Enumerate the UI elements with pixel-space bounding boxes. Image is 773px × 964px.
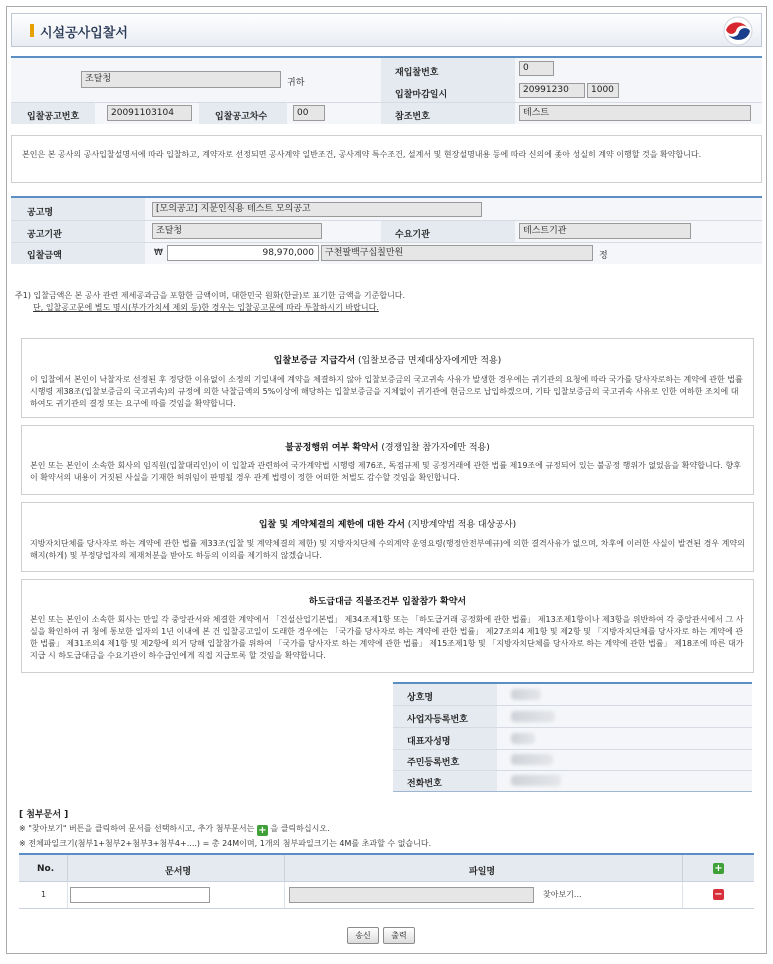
- resident-no-label: 주민등록번호: [407, 758, 460, 768]
- pledge-title: 입찰 및 계약체결의 제한에 대한 각서 (지방계약법 적용 대상공사): [258, 520, 517, 530]
- bidder-row: [393, 706, 752, 727]
- pledge-title: 입찰보증금 지급각서 (입찰보증금 면제대상자에게만 적용): [273, 356, 502, 366]
- phone-label: 전화번호: [407, 779, 442, 789]
- pledge-body: 본인 또는 본인이 소속한 회사의 임직원(입찰대리인)이 이 입찰과 관련하여 국가계약법 시행령 제76조, 독점규제 및 공정거래에 관한 법률 제19조에 규정되어 있는 불공정 행위가 없었음을 확약합니다. 향후 이 확약서의 내용이 거짓된 사실을 기재한 허위임이 판명될 경우 관계 법령이 정한 어떠한 처벌도 감수할 것임을 확인합니다.: [30, 461, 741, 482]
- bid-no-field: 20091103104: [107, 105, 192, 121]
- attach-help-1-pre: ※ "찾아보기" 버튼을 클릭하여 문서를 선택하시고, 추가 첨부문서는: [19, 824, 255, 833]
- company-name-redacted: [511, 689, 541, 700]
- amount-label: 입찰금액: [27, 251, 62, 261]
- filename-field: [289, 887, 534, 903]
- pledge-title: 하도급대금 직불조건부 입찰참가 확약서: [308, 597, 467, 607]
- attach-help-2: ※ 전체파일크기(첨부1+첨부2+첨부3+첨부4+....) = 총 24M이며, 1개의 첨부파일크기는 4M를 초과할 수 없습니다.: [19, 839, 432, 848]
- pledge-box-deposit: [21, 338, 754, 418]
- currency-symbol: ₩: [154, 248, 163, 258]
- attach-help-1: [19, 823, 330, 835]
- submit-button[interactable]: 송신: [347, 927, 379, 944]
- pledge-body: 이 입찰에서 본인이 낙찰자로 선정된 후 정당한 이유없이 소정의 기일내에 계약을 체결하지 않아 입찰보증금의 국고귀속 사유가 발생한 경우에는 귀기관의 요청에 따라 국가를 당사자로하는 계약에 관한 법률시행령 제38조(입찰보증금의 국고귀속)의 규정에 의한 낙찰금액의 5%이상에 해당하는 입찰보증금을 지체없이 귀기관에 현금으로 납입하겠으며, 기타 입찰보증금의 국고귀속 사유로 인한 여하한 조치에 대하여도 귀기관의 결정 또는 요구에 따를 것임을 확약합니다.: [30, 375, 743, 408]
- amount-korean-field: 구천팔백구십칠만원: [321, 245, 593, 261]
- notice-name-field: [모의공고] 지문인식용 테스트 모의공고: [152, 202, 482, 217]
- attach-row-no: 1: [41, 890, 47, 899]
- bid-seq-field: 00: [293, 105, 325, 121]
- amount-suffix: 정: [599, 251, 608, 261]
- bidder-row: [393, 728, 752, 749]
- government-emblem-icon: [719, 15, 757, 47]
- print-button[interactable]: 출력: [383, 927, 415, 944]
- representative-redacted: [511, 733, 535, 744]
- notice-name-label: 공고명: [27, 208, 54, 218]
- col-divider: [682, 855, 683, 881]
- statement-text: 본인은 본 공사의 공사입찰설명서에 따라 입찰하고, 계약자로 선정되면 공사계약 일반조건, 공사계약 특수조건, 설계서 및 현장설명내용 등에 따라 신의에 좇아 성실히 계약 이행할 것을 확약합니다.: [22, 150, 702, 159]
- bidder-row: [393, 684, 752, 705]
- col-filename: 파일명: [469, 867, 496, 877]
- browse-button[interactable]: 찾아보기...: [543, 890, 582, 899]
- bid-no-label: 입찰공고번호: [27, 112, 80, 122]
- notice-agency-field: 조달청: [152, 223, 322, 239]
- add-inline-icon: +: [258, 825, 267, 836]
- page-title: 시설공사입찰서: [40, 26, 128, 41]
- bid-seq-label: 입찰공고차수: [215, 112, 268, 122]
- business-reg-label: 사업자등록번호: [407, 715, 468, 725]
- phone-redacted: [511, 775, 561, 786]
- attach-table-header: [19, 855, 754, 881]
- attach-help-1-post: 을 클릭하십시오.: [270, 824, 330, 833]
- demand-label: 수요기관: [395, 230, 430, 240]
- business-reg-redacted: [511, 711, 555, 722]
- col-docname: 문서명: [165, 867, 192, 877]
- section-divider: [393, 791, 752, 792]
- bidder-row: [393, 771, 752, 791]
- bid-form-page: [6, 6, 767, 954]
- ref-no-label: 참조번호: [395, 112, 430, 122]
- company-name-label: 상호명: [407, 693, 434, 703]
- representative-label: 대표자성명: [407, 737, 451, 747]
- row-divider: [11, 102, 762, 103]
- bidder-row: [393, 750, 752, 770]
- agency-field: 조달청: [81, 71, 281, 88]
- docname-input[interactable]: [70, 887, 210, 903]
- demand-field: 테스트기관: [519, 223, 691, 239]
- agency-suffix: 귀하: [287, 78, 305, 88]
- bidder-table: [393, 684, 752, 791]
- attach-row: [19, 882, 754, 908]
- pledge-box-restriction: [21, 502, 754, 572]
- notice-agency-label: 공고기관: [27, 230, 62, 240]
- pledge-box-subcontract: [21, 579, 754, 673]
- ref-no-field: 테스트: [519, 105, 751, 121]
- col-divider: [682, 882, 683, 908]
- deadline-date-field: 20991230: [519, 83, 585, 98]
- row-divider: [11, 220, 762, 221]
- rebid-no-label: 재입찰번호: [395, 68, 439, 78]
- pledge-title: 불공정행위 여부 확약서 (경쟁입찰 참가자에만 적용): [285, 443, 490, 453]
- col-divider: [67, 882, 68, 908]
- statement-box: [11, 135, 762, 183]
- col-divider: [284, 882, 285, 908]
- amount-input[interactable]: 98,970,000: [167, 245, 319, 261]
- pledge-body: 본인 또는 본인이 소속한 회사는 만일 각 중앙관서와 체결한 계약에서 「건설산업기본법」 제34조제1항 또는 「하도급거래 공정화에 관한 법률」 제13조제1항이나 제3항을 위반하여 각 중앙관서에서 그 사실을 확인하여 귀 청에 통보한 일자의 1년 이내에 본 건 입찰공고일이 도래한 경우에는 「국가를 당사자로 하는 계약에 관한 법률」 제27조의4 제1항 및 제2항 및 「지방자치단체를 당사자로 하는 계약에 관한 법률」 제31조의4 제1항 및 제2항에 의거 당해 입찰참가를 위하여 「국가를 당사자로 하는 계약에 관한 법률」 제15조제1항 및 「지방자치단체를 당사자로 하는 계약에 관한 법률」 제18조에 따른 대가 지급 시 하도급대금을 수요기관이 하수급인에게 직접 지급토록 할 것임을 확약합니다.: [30, 615, 744, 660]
- title-marker: [30, 24, 34, 37]
- note-1: 주1) 입찰금액은 본 공사 관련 제세공과금을 포함한 금액이며, 대한민국 원화(한글)로 표기한 금액을 기준합니다.: [15, 291, 406, 300]
- resident-no-redacted: [511, 754, 553, 765]
- rebid-no-field: 0: [519, 61, 554, 76]
- attach-title: [ 첨부문서 ]: [19, 810, 69, 820]
- row-divider: [11, 242, 762, 243]
- col-divider: [67, 855, 68, 881]
- deadline-label: 입찰마감일시: [395, 90, 448, 100]
- pledge-box-fairness: [21, 425, 754, 495]
- pledge-body: 지방자치단체를 당사자로 하는 계약에 관한 법률 제33조(입찰 및 계약체결의 제한) 및 지방자치단체 수의계약 운영요령(행정안전부예규)에 의한 결격사유가 없으며, 차후에 이러한 사실이 발견된 경우 계약의 해지(하게) 및 부정당업자의 제재처분을 받아도 하등의 이의를 제기하지 않겠습니다.: [30, 539, 745, 560]
- deadline-time-field: 1000: [587, 83, 619, 98]
- remove-attachment-icon[interactable]: −: [714, 889, 723, 900]
- note-2: 단, 입찰공고문에 별도 명시(부가가치세 제외 등)한 경우는 입찰공고문에 따라 투찰하시기 바랍니다.: [33, 303, 379, 312]
- row-divider: [19, 908, 754, 909]
- col-no: No.: [37, 864, 55, 874]
- col-divider: [284, 855, 285, 881]
- add-attachment-icon[interactable]: +: [714, 863, 723, 874]
- title-bar: [11, 13, 762, 47]
